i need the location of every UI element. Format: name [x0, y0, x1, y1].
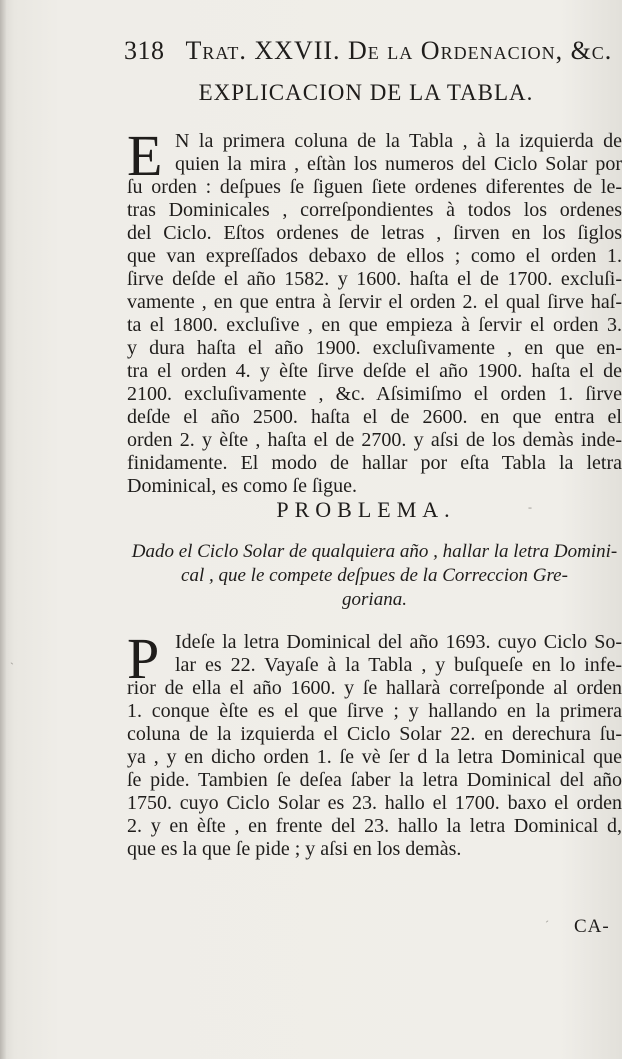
- text-line: coluna de la izquierda el Ciclo Solar 22. en derechura ſu-: [127, 723, 622, 745]
- paper-speck: ˋ: [10, 660, 14, 674]
- text-line: y dura haſta el año 1900. excluſivamente , en que en-: [127, 337, 622, 359]
- page-number: 318: [124, 36, 165, 65]
- text-line: 1750. cuyo Ciclo Solar es 23. hallo el 1700. baxo el orden: [127, 792, 622, 814]
- text-line: ta el 1800. excluſive , en que empieza à ſervir el orden 3.: [127, 314, 622, 336]
- text-line: lar es 22. Vayaſe à la Tabla , y buſqueſe en lo infe-: [175, 654, 622, 676]
- text-line: quien la mira , eſtàn los numeros del Ciclo Solar por: [175, 153, 622, 175]
- paper-speck: -: [528, 500, 532, 514]
- text-line: tras Dominicales , correſpondientes à todos los ordenes: [127, 199, 622, 221]
- text-line: 2100. excluſivamente , &c. Aſsimiſmo el orden 1. ſirve: [127, 383, 622, 405]
- text-line: tra el orden 4. y èſte ſirve deſde el año 1900. haſta el de: [127, 360, 622, 382]
- solution-paragraph: [127, 626, 622, 861]
- statement-line: Dado el Ciclo Solar de qualquiera año , hallar la letra Domini-: [131, 541, 618, 562]
- text-line: orden 2. y èſte , haſta el de 2700. y aſsi de los demàs inde-: [127, 429, 622, 451]
- text-line: ya , y en dicho orden 1. ſe vè ſer d la letra Dominical que: [127, 746, 622, 768]
- running-title: Trat. XXVII. De la Ordenacion, &c.: [185, 36, 613, 65]
- drop-cap: E: [127, 123, 163, 188]
- problem-heading: PROBLEMA.: [276, 497, 456, 522]
- text-line: del Ciclo. Eſtos ordenes de letras , ſirven en los ſiglos: [127, 222, 622, 244]
- catchword: CA-: [574, 916, 610, 937]
- text-line: que van expreſſados debaxo de ellos ; como el orden 1.: [127, 245, 622, 267]
- explanation-paragraph: [127, 123, 622, 498]
- text-line: finidamente. El modo de hallar por eſta Tabla la letra: [127, 452, 622, 474]
- drop-cap: P: [127, 626, 160, 691]
- text-line: rior de ella el año 1600. y ſe hallarà correſponde al orden: [127, 677, 622, 699]
- text-line: deſde el año 2500. haſta el de 2600. en que entra el: [127, 406, 622, 428]
- section-title: EXPLICACION DE LA TABLA.: [198, 80, 534, 105]
- page-gutter: [0, 0, 6, 1059]
- text-line: vamente , en que entra à ſervir el orden 2. el qual ſirve haſ-: [127, 291, 622, 313]
- text-line: ſu orden : deſpues ſe ſiguen ſiete ordenes diferentes de le-: [127, 176, 622, 198]
- statement-line: goriana.: [342, 589, 407, 610]
- running-header: [124, 36, 613, 66]
- problem-statement: [127, 540, 622, 612]
- text-line: 1. conque èſte es el que ſirve ; y hallando en la primera: [127, 700, 622, 722]
- text-line: Dominical, es como ſe ſigue.: [127, 475, 357, 497]
- text-line: Ideſe la letra Dominical del año 1693. cuyo Ciclo So-: [175, 631, 622, 653]
- text-line: ſirve deſde el año 1582. y 1600. haſta el de 1700. excluſi-: [127, 268, 622, 290]
- statement-line: cal , que le compete deſpues de la Correccion Gre-: [181, 565, 568, 586]
- text-line: 2. y en èſte , en frente del 23. hallo la letra Dominical d,: [127, 815, 622, 837]
- text-line: N la primera coluna de la Tabla , à la izquierda de: [175, 130, 622, 152]
- text-line: que es la que ſe pide ; y aſsi en los demàs.: [127, 838, 462, 860]
- text-line: ſe pide. Tambien ſe deſea ſaber la letra Dominical del año: [127, 769, 622, 791]
- paper-speck: ˊ: [545, 918, 549, 932]
